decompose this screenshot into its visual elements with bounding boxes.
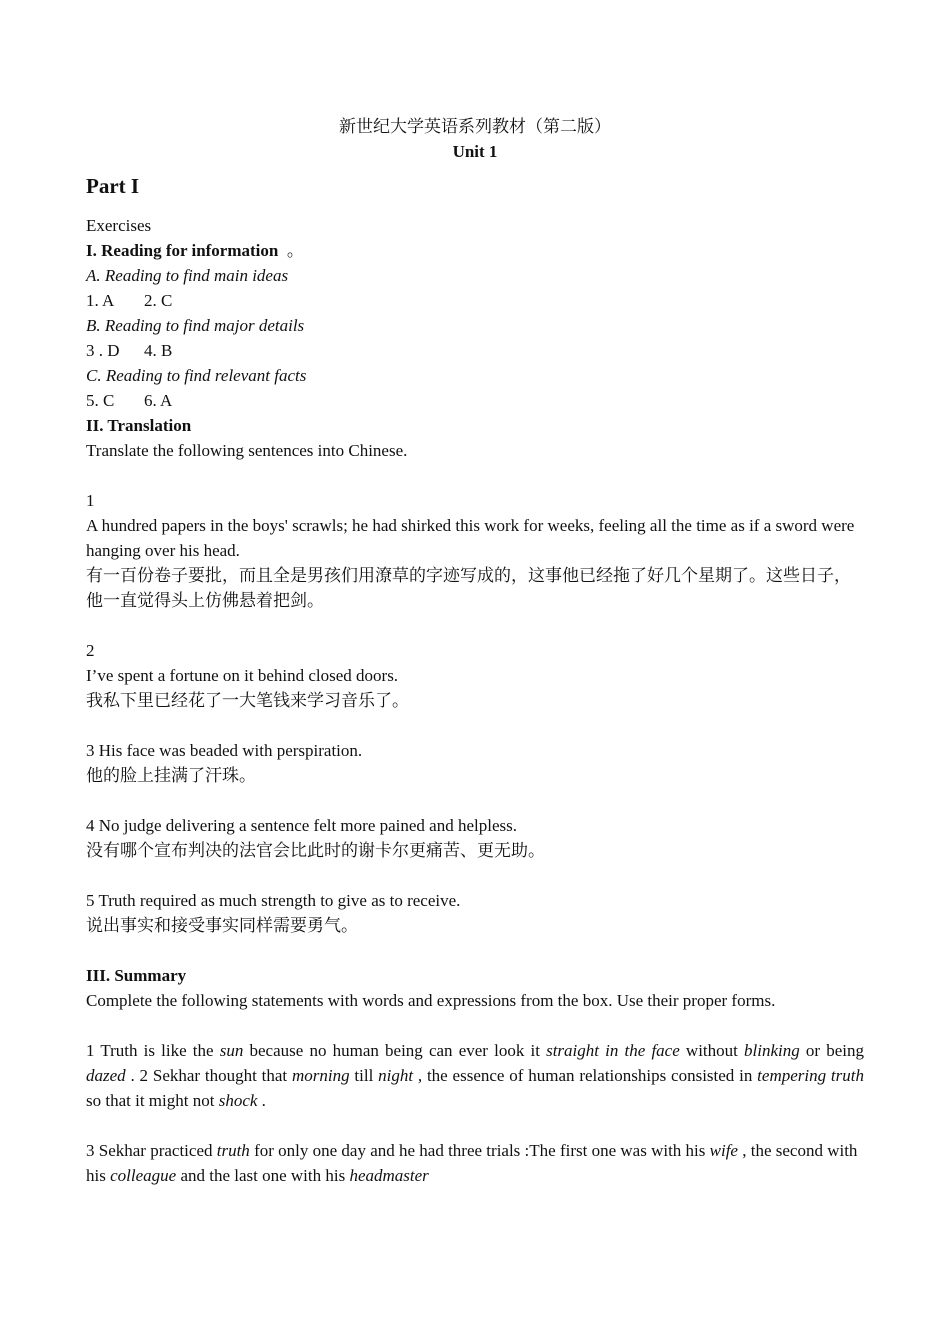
summary-paragraph-1 — [86, 1038, 864, 1113]
summary-text: till — [349, 1066, 379, 1085]
translation-5-english: 5 Truth required as much strength to give as to receive. — [86, 891, 461, 910]
summary-text: , the essence of human relationships consisted in — [413, 1066, 758, 1085]
answer-1: 1. A — [86, 291, 115, 310]
summary-text: . — [257, 1091, 266, 1110]
answer-3: 3 . D — [86, 341, 120, 360]
section1-heading — [86, 238, 864, 263]
summary-paragraph-2 — [86, 1138, 864, 1188]
summary-text: so that it might not — [86, 1091, 219, 1110]
translation-1-chinese: 有一百份卷子要批，而且全是男孩们用潦草的字迹写成的，这事他已经拖了好几个星期了。这些日子，他一直觉得头上仿佛悬着把剑。 — [86, 566, 851, 610]
summary-answer: dazed — [86, 1066, 126, 1085]
summary-answer: colleague — [110, 1166, 177, 1185]
summary-text: 1 Truth is like the — [86, 1041, 220, 1060]
translation-2-number: 2 — [86, 641, 95, 660]
translation-2-chinese: 我私下里已经花了一大笔钱来学习音乐了。 — [86, 691, 409, 710]
answer-6: 6. A — [144, 391, 173, 410]
summary-text: because no human being can ever look it — [243, 1041, 547, 1060]
summary-answer: headmaster — [349, 1166, 429, 1185]
section3-title: III. Summary — [86, 966, 187, 985]
summary-answer: morning — [291, 1066, 350, 1085]
answer-4: 4. B — [144, 341, 173, 360]
summary-text: , the second with his — [86, 1141, 858, 1185]
answers-b — [86, 338, 864, 363]
answer-5: 5. C — [86, 391, 115, 410]
translation-3-chinese: 他的脸上挂满了汗珠。 — [86, 766, 256, 785]
subsection-c-title: C. Reading to find relevant facts — [86, 366, 307, 385]
translation-5-chinese: 说出事实和接受事实同样需要勇气。 — [86, 916, 358, 935]
summary-text: without — [679, 1041, 745, 1060]
summary-answer: tempering truth — [757, 1066, 864, 1085]
summary-answer: truth — [216, 1141, 250, 1160]
summary-text: and the last one with his — [176, 1166, 350, 1185]
subsection-b-title: B. Reading to find major details — [86, 316, 305, 335]
section1-title-mark: 。 — [286, 241, 304, 260]
summary-answer: straight in the face — [546, 1041, 680, 1060]
document-body — [86, 213, 864, 1188]
summary-answer: sun — [219, 1041, 244, 1060]
translation-1-number: 1 — [86, 491, 95, 510]
summary-text: . 2 Sekhar thought that — [125, 1066, 292, 1085]
translation-4-english: 4 No judge delivering a sentence felt more pained and helpless. — [86, 816, 517, 835]
section2-instruction: Translate the following sentences into Chinese. — [86, 441, 408, 460]
summary-answer: wife — [709, 1141, 738, 1160]
summary-answer: shock — [218, 1091, 258, 1110]
translation-2-english: I’ve spent a fortune on it behind closed doors. — [86, 666, 399, 685]
translation-4-chinese: 没有哪个宣布判决的法官会比此时的谢卡尔更痛苦、更无助。 — [86, 841, 545, 860]
answers-a — [86, 288, 864, 313]
series-title: 新世纪大学英语系列教材（第二版） — [339, 117, 611, 136]
summary-text: 3 Sekhar practiced — [86, 1141, 217, 1160]
unit-title: Unit 1 — [452, 142, 498, 161]
summary-text: for only one day and he had three trials :The first one was with his — [249, 1141, 710, 1160]
subsection-a-title: A. Reading to find main ideas — [86, 266, 289, 285]
summary-answer: night — [378, 1066, 414, 1085]
answer-2: 2. C — [144, 291, 173, 310]
part-heading: Part I — [86, 174, 140, 198]
answers-c — [86, 388, 864, 413]
exercises-label: Exercises — [86, 216, 152, 235]
translation-3-english: 3 His face was beaded with perspiration. — [86, 741, 363, 760]
summary-answer: blinking — [744, 1041, 800, 1060]
section3-instruction: Complete the following statements with words and expressions from the box. Use their proper forms. — [86, 991, 776, 1010]
section1-title: I. Reading for information — [86, 241, 279, 260]
section2-title: II. Translation — [86, 416, 192, 435]
translation-1-english: A hundred papers in the boys' scrawls; he had shirked this work for weeks, feeling all the time as if a sword were hanging over his head. — [86, 516, 855, 560]
summary-text: or being — [799, 1041, 864, 1060]
